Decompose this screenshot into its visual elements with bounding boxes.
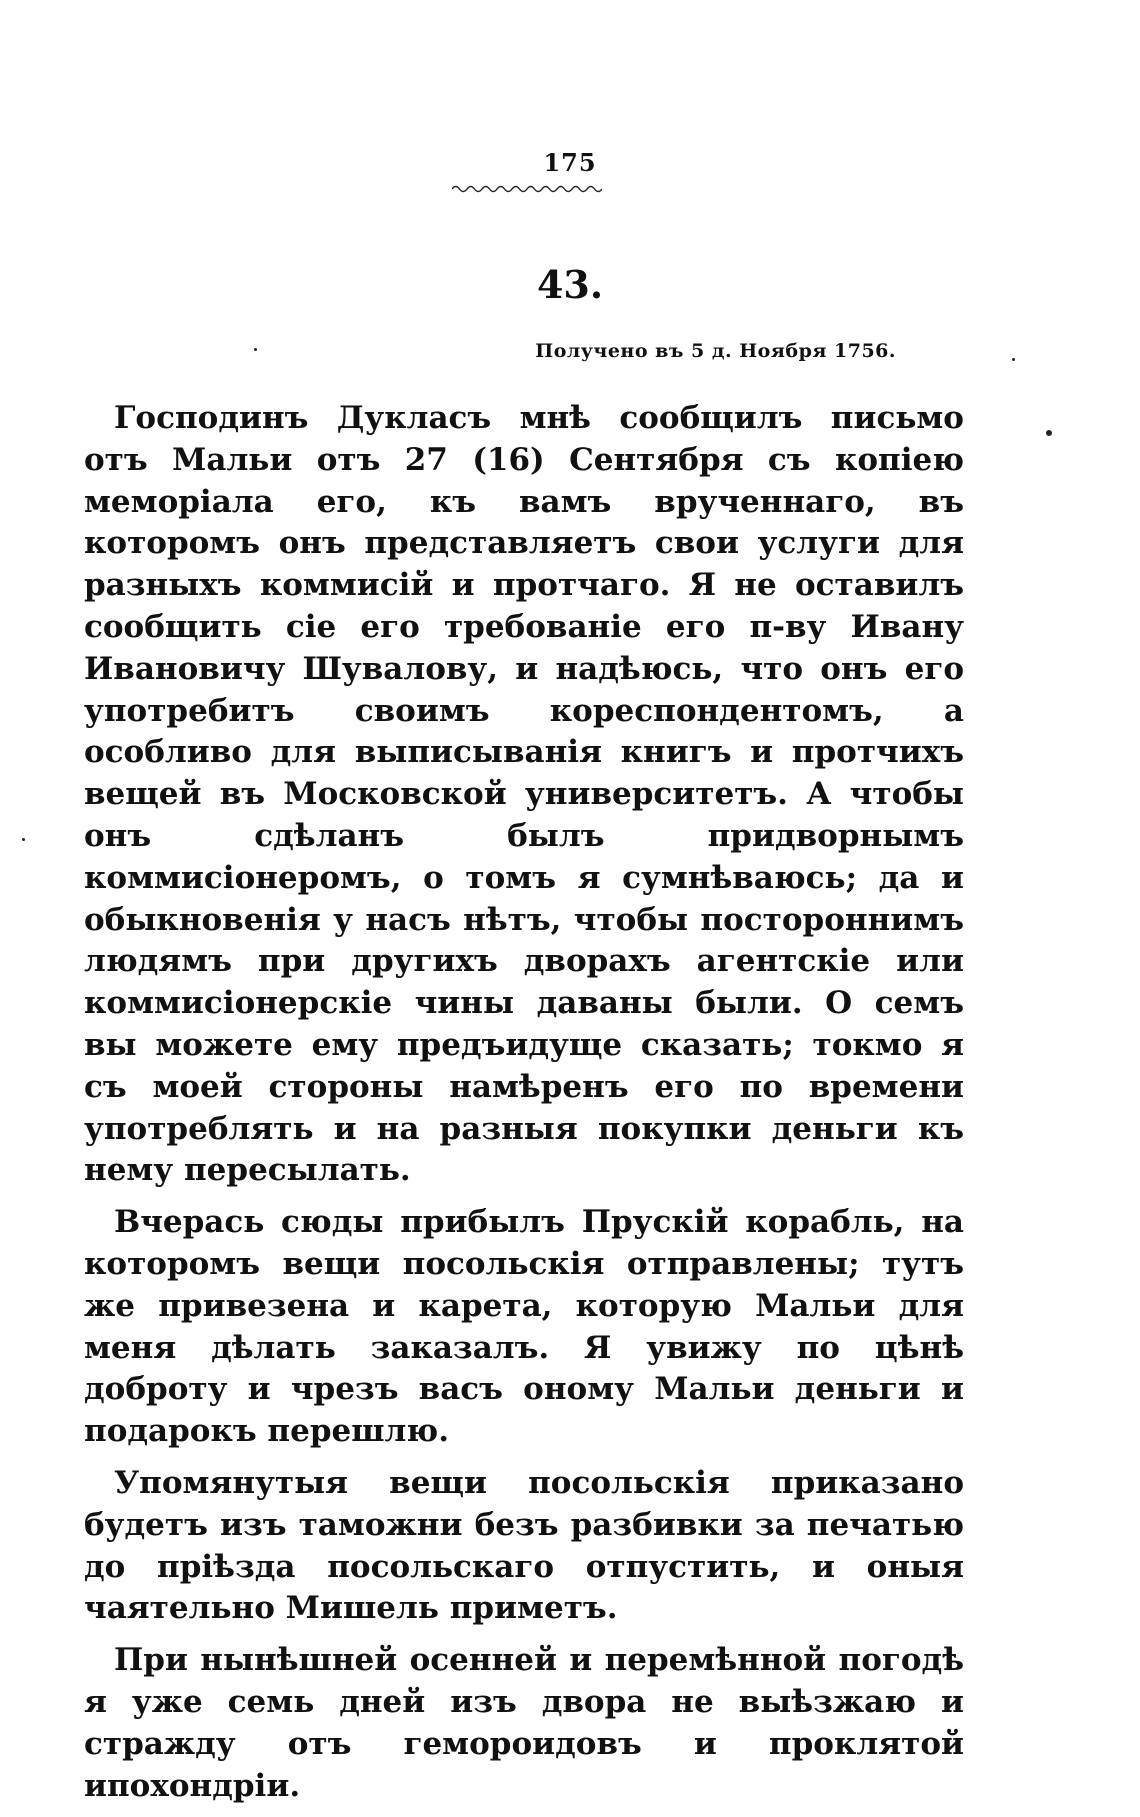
letter-number: 43. (536, 262, 604, 307)
page-number: 175 (543, 148, 597, 177)
scan-speck (254, 348, 257, 351)
scan-speck (22, 838, 25, 841)
paragraph: При нынѣшней осенней и перемѣнной погодѣ я уже семь дней изъ двора не выѣзжаю и стражду отъ гемороидовъ и проклятой ипохондріи. (84, 1642, 964, 1804)
received-date: Получено въ 5 д. Ноября 1756. (535, 340, 896, 362)
scan-speck (1012, 358, 1015, 361)
scan-speck (1046, 430, 1052, 436)
paragraph: Упомянутыя вещи посольскія приказано будетъ изъ таможни безъ разбивки за печатью до пріѣзда посольскаго отпустить, и оныя чаятельно Мишель приметъ. (84, 1464, 964, 1627)
paragraph: Господинъ Дукласъ мнѣ сообщилъ письмо отъ Мальи отъ 27 (16) Сентября съ копіею меморіала его, къ вамъ врученнаго, въ которомъ онъ представляетъ свои услуги для разныхъ коммисій и протчаго. Я не оставилъ сообщить сіе его требованіе его п-ву Ивану Ивановичу Шувалову, и надѣюсь, что онъ его употребитъ своимъ кореспондентомъ, а особливо для выписыванія книгъ и протчихъ вещей въ Московской университетъ. А чтобы онъ сдѣланъ былъ придворнымъ коммисіонеромъ, о томъ я сумнѣваюсь; да и обыкновенія у насъ нѣтъ, чтобы постороннимъ людямъ при другихъ дворахъ агентскіе или коммисіонерскіе чины даваны были. О семъ вы можете ему предъидуще сказать; токмо я съ моей стороны намѣренъ его по времени употреблять и на разныя покупки деньги къ нему пересылать. (84, 400, 964, 1189)
paragraph: Вчерась сюды прибылъ Прускій корабль, на которомъ вещи посольскія отправлены; тутъ же привезена и карета, которую Мальи для меня дѣлать заказалъ. Я увижу по цѣнѣ доброту и чрезъ васъ оному Мальи деньги и подарокъ перешлю. (84, 1204, 964, 1450)
wavy-rule-ornament (452, 182, 602, 196)
letter-body (84, 398, 964, 1817)
